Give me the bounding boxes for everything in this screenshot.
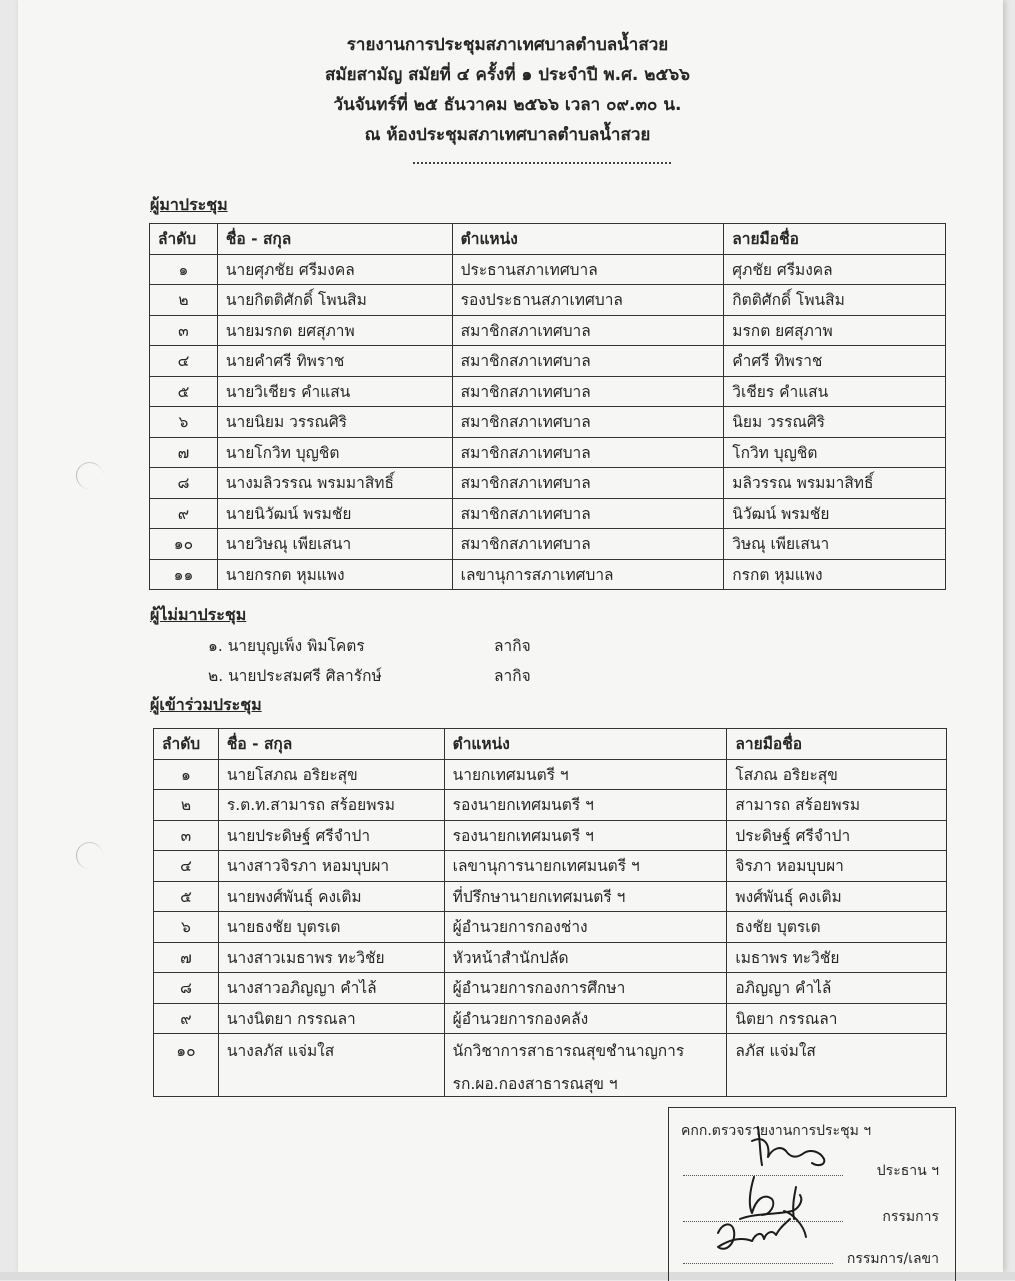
- cell-position: สมาชิกสภาเทศบาล: [452, 376, 724, 407]
- cell-name: นางสาวจิรภา หอมบุบผา: [218, 851, 444, 882]
- cell-position-extra: รก.ผอ.กองสาธารณสุข ฯ: [452, 1075, 618, 1093]
- cell-name: นายวิเชียร คำแสน: [217, 376, 452, 407]
- cell-name: นางสาวเมธาพร ทะวิชัย: [218, 942, 444, 973]
- handwritten-signatures: [700, 1115, 860, 1265]
- cell-signature: จิรภา หอมบุบผา: [727, 851, 947, 882]
- cell-signature: สามารถ สร้อยพรม: [727, 790, 947, 821]
- table-row: [150, 376, 946, 407]
- cell-signature: วิษณุ เพียเสนา: [724, 529, 946, 560]
- cell-order: ๓: [154, 820, 219, 851]
- table-row: [150, 407, 946, 438]
- cell-signature: นิยม วรรณศิริ: [724, 407, 946, 438]
- cell-signature: พงศ์พันธุ์ คงเติม: [727, 881, 947, 912]
- col-header-position: ตำแหน่ง: [444, 729, 727, 760]
- title-dotted-rule: [413, 162, 671, 164]
- table-row: [154, 912, 947, 943]
- signer-role: ประธาน ฯ: [876, 1163, 939, 1179]
- cell-position: ผู้อำนวยการกองช่าง: [444, 912, 727, 943]
- table-row: [150, 254, 946, 285]
- cell-name: นายโกวิท บุญชิต: [217, 437, 452, 468]
- cell-order: ๒: [150, 285, 218, 316]
- cell-name: ร.ต.ท.สามารถ สร้อยพรม: [218, 790, 444, 821]
- participants-table: [153, 728, 947, 1097]
- absentee-name: ๒. นายประสมศรี ศิลารักษ์: [208, 667, 382, 685]
- cell-name: นางสาวอภิญญา คำไล้: [218, 973, 444, 1004]
- table-row: [154, 1003, 947, 1034]
- cell-signature: มรกต ยศสุภาพ: [724, 315, 946, 346]
- cell-position: สมาชิกสภาเทศบาล: [452, 468, 724, 499]
- cell-name: นายคำศรี ทิพราช: [217, 346, 452, 377]
- cell-signature: กิตติศักดิ์ โพนสิม: [724, 285, 946, 316]
- absentees-title: ผู้ไม่มาประชุม: [150, 605, 247, 624]
- cell-order: ๘: [154, 973, 219, 1004]
- col-header-name: ชื่อ - สกุล: [218, 729, 444, 760]
- cell-signature: อภิญญา คำไล้: [727, 973, 947, 1004]
- cell-order: ๙: [150, 498, 218, 529]
- cell-position: [444, 1034, 727, 1097]
- cell-name: นายกิตติศักดิ์ โพนสิม: [217, 285, 452, 316]
- attendees-title: ผู้มาประชุม: [150, 195, 228, 214]
- cell-signature: ธงชัย บุตรเต: [727, 912, 947, 943]
- cell-name: นายศุภชัย ศรีมงคล: [217, 254, 452, 285]
- attendees-table: [149, 223, 946, 590]
- table-header-row: [154, 729, 947, 760]
- cell-position: ที่ปรึกษานายกเทศมนตรี ฯ: [444, 881, 727, 912]
- punch-hole-mark: [76, 842, 103, 869]
- table-row: [150, 346, 946, 377]
- punch-hole-mark: [76, 462, 103, 489]
- report-title: รายงานการประชุมสภาเทศบาลตำบลน้ำสวย: [346, 35, 669, 55]
- cell-position: สมาชิกสภาเทศบาล: [452, 346, 724, 377]
- table-row: [150, 315, 946, 346]
- col-header-signature: ลายมือชื่อ: [724, 224, 946, 255]
- cell-position: หัวหน้าสำนักปลัด: [444, 942, 727, 973]
- cell-order: ๕: [150, 376, 218, 407]
- cell-order: ๑: [154, 759, 219, 790]
- cell-name: นายนิวัฒน์ พรมชัย: [217, 498, 452, 529]
- signer-role: กรรมการ/เลขา: [846, 1251, 939, 1267]
- cell-order: ๔: [154, 851, 219, 882]
- cell-order: ๑๑: [150, 559, 218, 590]
- table-row: [154, 820, 947, 851]
- date-line: วันจันทร์ที่ ๒๕ ธันวาคม ๒๕๖๖ เวลา ๐๙.๓๐ น.: [333, 95, 682, 115]
- col-header-order: ลำดับ: [150, 224, 218, 255]
- cell-signature: ประดิษฐ์ ศรีจำปา: [727, 820, 947, 851]
- cell-signature: ลภัส แจ่มใส: [727, 1034, 947, 1097]
- col-header-name: ชื่อ - สกุล: [217, 224, 452, 255]
- cell-signature: โสภณ อริยะสุข: [727, 759, 947, 790]
- cell-name: นางนิตยา กรรณลา: [218, 1003, 444, 1034]
- cell-name: นางมลิวรรณ พรมมาสิทธิ์: [217, 468, 452, 499]
- cell-order: ๕: [154, 881, 219, 912]
- cell-position: เลขานุการนายกเทศมนตรี ฯ: [444, 851, 727, 882]
- absentee-name: ๑. นายบุญเพ็ง พิมโคตร: [208, 637, 365, 655]
- cell-name: นายพงศ์พันธุ์ คงเติม: [218, 881, 444, 912]
- table-row: [154, 851, 947, 882]
- cell-order: ๖: [150, 407, 218, 438]
- cell-signature: นิวัฒน์ พรมชัย: [724, 498, 946, 529]
- table-row: [154, 790, 947, 821]
- cell-position: เลขานุการสภาเทศบาล: [452, 559, 724, 590]
- cell-position: สมาชิกสภาเทศบาล: [452, 529, 724, 560]
- cell-order: ๑: [150, 254, 218, 285]
- col-header-signature: ลายมือชื่อ: [727, 729, 947, 760]
- venue-line: ณ ห้องประชุมสภาเทศบาลตำบลน้ำสวย: [364, 125, 651, 145]
- table-row: [154, 1034, 947, 1097]
- cell-name: นายโสภณ อริยะสุข: [218, 759, 444, 790]
- cell-position: สมาชิกสภาเทศบาล: [452, 315, 724, 346]
- cell-position: ผู้อำนวยการกองคลัง: [444, 1003, 727, 1034]
- cell-position: รองประธานสภาเทศบาล: [452, 285, 724, 316]
- cell-signature: มลิวรรณ พรมมาสิทธิ์: [724, 468, 946, 499]
- cell-signature: โกวิท บุญชิต: [724, 437, 946, 468]
- cell-position: สมาชิกสภาเทศบาล: [452, 498, 724, 529]
- table-row: [150, 559, 946, 590]
- col-header-position: ตำแหน่ง: [452, 224, 724, 255]
- cell-name: นางลภัส แจ่มใส: [218, 1034, 444, 1097]
- cell-order: ๘: [150, 468, 218, 499]
- cell-position: ผู้อำนวยการกองการศึกษา: [444, 973, 727, 1004]
- cell-position-main: นักวิชาการสาธารณสุขชำนาญการ: [452, 1042, 685, 1060]
- session-line: สมัยสามัญ สมัยที่ ๔ ครั้งที่ ๑ ประจำปี พ.ศ. ๒๕๖๖: [325, 65, 690, 85]
- cell-name: นายประดิษฐ์ ศรีจำปา: [218, 820, 444, 851]
- cell-name: นายมรกต ยศสุภาพ: [217, 315, 452, 346]
- absentee-reason: ลากิจ: [494, 667, 531, 685]
- participants-title: ผู้เข้าร่วมประชุม: [150, 695, 262, 714]
- cell-order: ๓: [150, 315, 218, 346]
- cell-name: นายวิษณุ เพียเสนา: [217, 529, 452, 560]
- cell-position: สมาชิกสภาเทศบาล: [452, 437, 724, 468]
- table-row: [150, 468, 946, 499]
- cell-position: สมาชิกสภาเทศบาล: [452, 407, 724, 438]
- table-row: [154, 942, 947, 973]
- table-row: [150, 437, 946, 468]
- committee-title: คกก.ตรวจรายงานการประชุม ฯ: [681, 1123, 872, 1139]
- cell-position: รองนายกเทศมนตรี ฯ: [444, 790, 727, 821]
- table-row: [154, 973, 947, 1004]
- cell-order: ๗: [154, 942, 219, 973]
- table-header-row: [150, 224, 946, 255]
- signer-role: กรรมการ: [882, 1209, 939, 1225]
- table-row: [150, 529, 946, 560]
- cell-name: นายนิยม วรรณศิริ: [217, 407, 452, 438]
- cell-order: ๒: [154, 790, 219, 821]
- cell-signature: ศุภชัย ศรีมงคล: [724, 254, 946, 285]
- table-row: [150, 498, 946, 529]
- cell-signature: กรกต หุมแพง: [724, 559, 946, 590]
- cell-position: รองนายกเทศมนตรี ฯ: [444, 820, 727, 851]
- table-row: [154, 759, 947, 790]
- cell-order: ๔: [150, 346, 218, 377]
- cell-position: ประธานสภาเทศบาล: [452, 254, 724, 285]
- cell-position: นายกเทศมนตรี ฯ: [444, 759, 727, 790]
- table-row: [154, 881, 947, 912]
- cell-signature: เมธาพร ทะวิชัย: [727, 942, 947, 973]
- cell-signature: คำศรี ทิพราช: [724, 346, 946, 377]
- col-header-order: ลำดับ: [154, 729, 219, 760]
- cell-order: ๙: [154, 1003, 219, 1034]
- cell-order: ๑๐: [150, 529, 218, 560]
- cell-order: ๑๐: [154, 1034, 219, 1097]
- cell-name: นายกรกต หุมแพง: [217, 559, 452, 590]
- cell-signature: วิเชียร คำแสน: [724, 376, 946, 407]
- cell-signature: นิตยา กรรณลา: [727, 1003, 947, 1034]
- table-row: [150, 285, 946, 316]
- cell-name: นายธงชัย บุตรเต: [218, 912, 444, 943]
- absentee-reason: ลากิจ: [494, 637, 531, 655]
- cell-order: ๖: [154, 912, 219, 943]
- cell-order: ๗: [150, 437, 218, 468]
